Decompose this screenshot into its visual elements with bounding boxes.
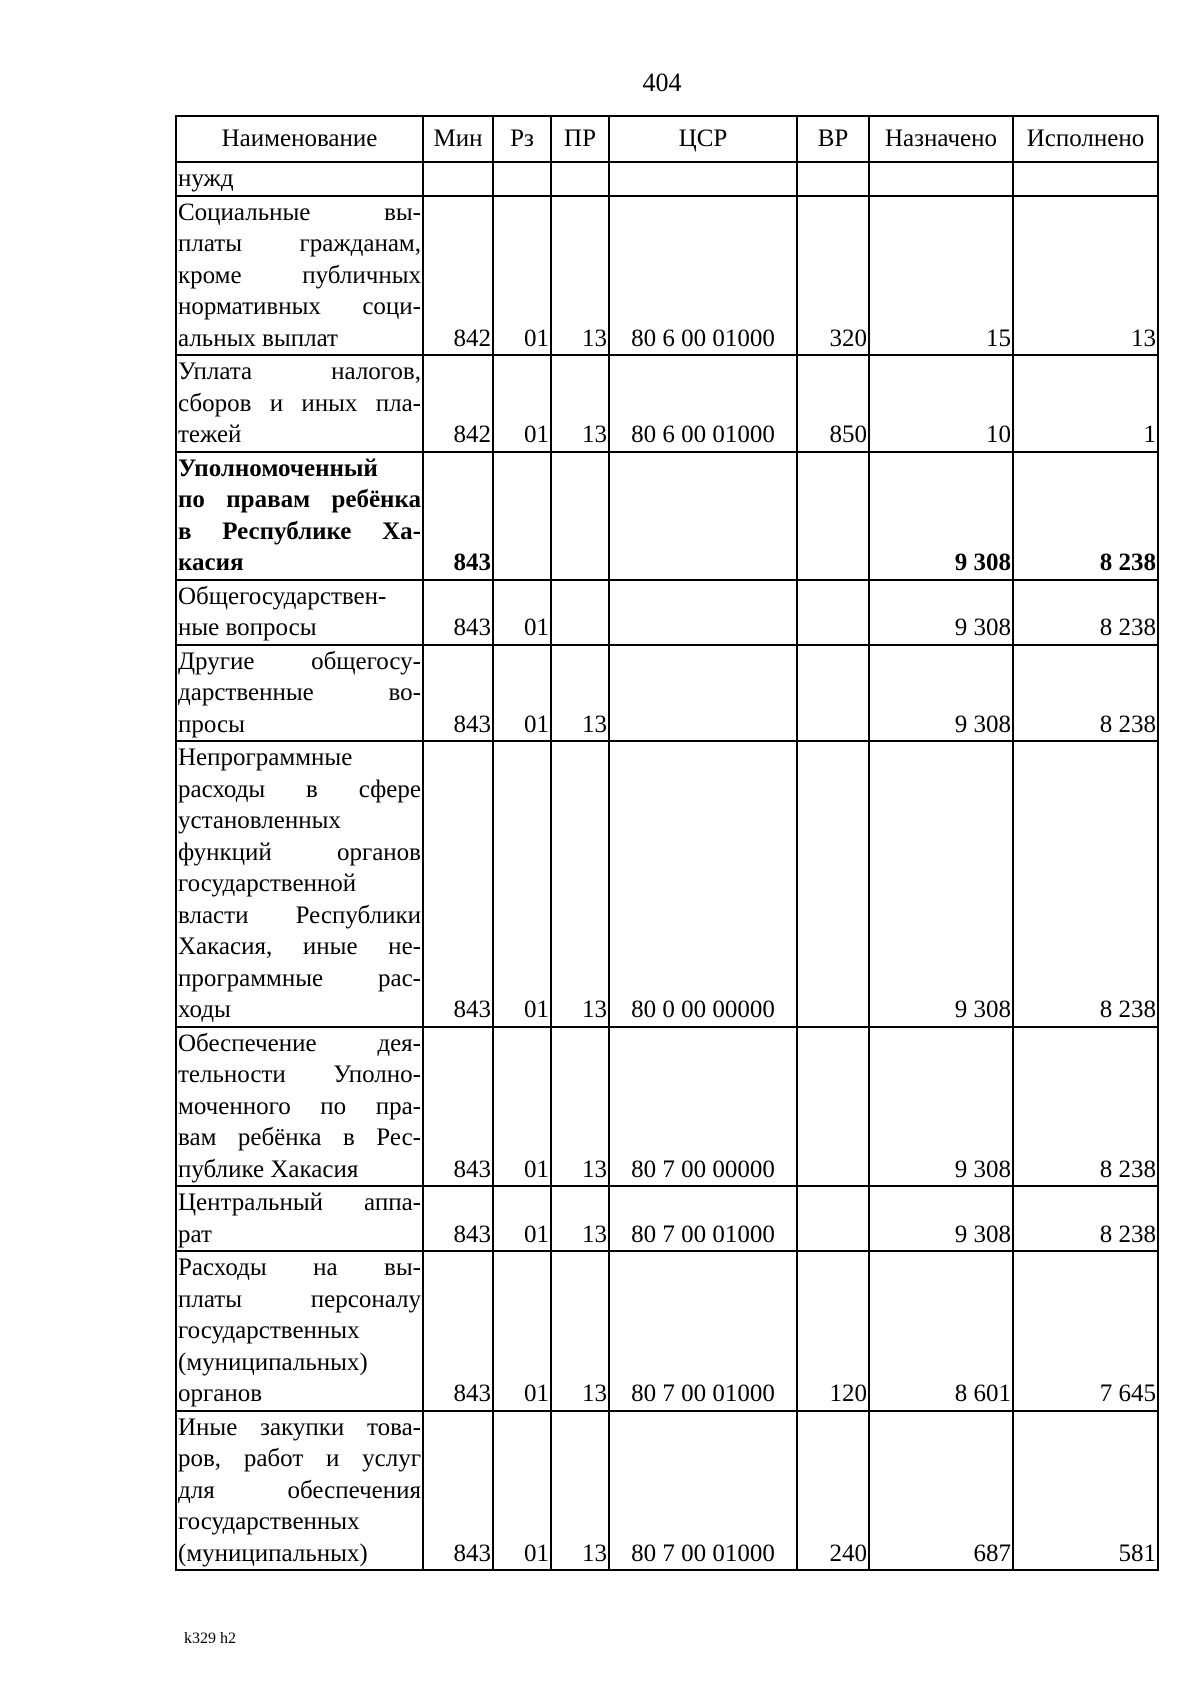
budget-table — [175, 115, 1159, 1571]
row-name-line: Уполномоченный — [178, 454, 378, 482]
row-vr-cell — [797, 580, 869, 645]
row-rz-cell: 01 — [493, 645, 551, 742]
row-min-cell: 843 — [423, 1027, 493, 1187]
row-name-line: по правам ребёнка — [178, 486, 421, 513]
row-csr-cell — [609, 645, 797, 742]
row-rz-cell: 01 — [493, 580, 551, 645]
table-row — [176, 355, 1158, 452]
row-executed-cell: 7 645 — [1013, 1251, 1158, 1411]
row-assigned-cell: 9 308 — [869, 1186, 1013, 1251]
row-vr-cell: 120 — [797, 1251, 869, 1411]
row-min-cell — [423, 162, 493, 196]
row-pr-cell: 13 — [551, 1027, 609, 1187]
header-rz: Рз — [493, 116, 551, 162]
row-name-cell — [176, 1251, 423, 1411]
row-rz-cell: 01 — [493, 741, 551, 1027]
row-name-line: платы персоналу — [178, 1285, 421, 1313]
footer-code: k329 h2 — [184, 1630, 236, 1647]
row-assigned-cell: 9 308 — [869, 645, 1013, 742]
row-csr-cell: 80 6 00 01000 — [609, 196, 797, 356]
row-assigned-cell: 9 308 — [869, 580, 1013, 645]
row-rz-cell: 01 — [493, 1251, 551, 1411]
row-rz-cell: 01 — [493, 1186, 551, 1251]
row-vr-cell: 240 — [797, 1411, 869, 1571]
row-csr-cell: 80 7 00 01000 — [609, 1411, 797, 1571]
row-csr-cell: 80 7 00 01000 — [609, 1251, 797, 1411]
table-row — [176, 196, 1158, 356]
row-name-line: рат — [178, 1220, 212, 1248]
row-name-line: касия — [178, 549, 244, 576]
row-min-cell: 843 — [423, 452, 493, 580]
row-name-line: моченного по пра- — [178, 1092, 421, 1120]
header-pr: ПР — [551, 116, 609, 162]
row-name-line: Непрограммные — [178, 744, 353, 771]
row-name-cell — [176, 162, 423, 196]
row-name-line: Социальные вы- — [178, 198, 421, 226]
row-executed-cell: 8 238 — [1013, 645, 1158, 742]
row-executed-cell: 8 238 — [1013, 1186, 1158, 1251]
page-number: 404 — [642, 68, 682, 97]
row-min-cell: 843 — [423, 645, 493, 742]
row-assigned-cell: 15 — [869, 196, 1013, 356]
row-name-line: дарственные во- — [178, 679, 421, 706]
table-header-row — [176, 116, 1158, 162]
row-name-line: (муниципальных) — [178, 1348, 368, 1376]
row-name-line: сборов и иных пла- — [178, 389, 421, 417]
row-pr-cell — [551, 580, 609, 645]
row-executed-cell: 8 238 — [1013, 452, 1158, 580]
row-name-line: платы гражданам, — [178, 230, 421, 257]
row-name-cell — [176, 645, 423, 742]
row-pr-cell: 13 — [551, 645, 609, 742]
row-min-cell: 842 — [423, 355, 493, 452]
row-name-cell — [176, 196, 423, 356]
row-vr-cell: 320 — [797, 196, 869, 356]
row-pr-cell: 13 — [551, 1411, 609, 1571]
row-executed-cell: 1 — [1013, 355, 1158, 452]
table-row — [176, 452, 1158, 580]
row-name-cell — [176, 580, 423, 645]
row-rz-cell: 01 — [493, 355, 551, 452]
row-name-line: органов — [178, 1380, 263, 1407]
row-name-line: кроме публичных — [178, 261, 421, 289]
row-name-line: установленных — [178, 807, 341, 834]
row-pr-cell: 13 — [551, 1186, 609, 1251]
row-rz-cell: 01 — [493, 196, 551, 356]
row-name-cell — [176, 741, 423, 1027]
row-assigned-cell: 8 601 — [869, 1251, 1013, 1411]
table-row — [176, 1411, 1158, 1571]
header-csr: ЦСР — [609, 116, 797, 162]
row-assigned-cell: 9 308 — [869, 452, 1013, 580]
row-vr-cell — [797, 645, 869, 742]
table-row — [176, 741, 1158, 1027]
table-row — [176, 1027, 1158, 1187]
row-csr-cell — [609, 452, 797, 580]
row-vr-cell — [797, 162, 869, 196]
row-name-line: государственной — [178, 870, 357, 897]
row-min-cell: 843 — [423, 741, 493, 1027]
row-csr-cell: 80 6 00 01000 — [609, 355, 797, 452]
table-row — [176, 645, 1158, 742]
row-name-cell — [176, 452, 423, 580]
row-assigned-cell: 687 — [869, 1411, 1013, 1571]
row-name-line: Общегосударствен- — [178, 582, 387, 610]
row-pr-cell: 13 — [551, 196, 609, 356]
row-name-line: альных выплат — [178, 324, 338, 352]
row-name-line: ходы — [178, 996, 231, 1023]
row-min-cell: 843 — [423, 1411, 493, 1571]
row-vr-cell — [797, 452, 869, 580]
row-name-line: тежей — [178, 421, 242, 448]
row-name-line: Иные закупки това- — [178, 1413, 421, 1441]
row-pr-cell — [551, 162, 609, 196]
row-rz-cell — [493, 162, 551, 196]
row-name-line: ров, работ и услуг — [178, 1445, 421, 1472]
row-name-line: (муниципальных) — [178, 1539, 368, 1567]
row-name-line: Расходы на вы- — [178, 1254, 421, 1281]
row-name-line: просы — [178, 710, 245, 738]
row-name-line: Другие общегосу- — [178, 647, 421, 675]
row-name-cell — [176, 1186, 423, 1251]
table-body — [176, 162, 1158, 1570]
row-name-line: тельности Уполно- — [178, 1061, 421, 1088]
header-assigned: Назначено — [869, 116, 1013, 162]
row-executed-cell: 8 238 — [1013, 1027, 1158, 1187]
row-assigned-cell: 10 — [869, 355, 1013, 452]
row-pr-cell: 13 — [551, 1251, 609, 1411]
row-csr-cell — [609, 580, 797, 645]
row-min-cell: 843 — [423, 1251, 493, 1411]
row-name-line: власти Республики — [178, 901, 421, 929]
row-name-line: функций органов — [178, 838, 421, 866]
row-name-line: Обеспечение дея- — [178, 1029, 421, 1057]
row-pr-cell: 13 — [551, 355, 609, 452]
row-rz-cell: 01 — [493, 1027, 551, 1187]
row-executed-cell — [1013, 162, 1158, 196]
row-name-cell — [176, 355, 423, 452]
row-executed-cell: 8 238 — [1013, 741, 1158, 1027]
row-name-line: расходы в сфере — [178, 775, 421, 803]
row-vr-cell — [797, 1027, 869, 1187]
row-min-cell: 843 — [423, 1186, 493, 1251]
row-name-line: нужд — [178, 165, 234, 192]
row-name-line: нормативных соци- — [178, 293, 421, 320]
row-executed-cell: 8 238 — [1013, 580, 1158, 645]
row-min-cell: 842 — [423, 196, 493, 356]
row-csr-cell: 80 0 00 00000 — [609, 741, 797, 1027]
row-vr-cell — [797, 1186, 869, 1251]
row-min-cell: 843 — [423, 580, 493, 645]
row-name-cell — [176, 1027, 423, 1187]
row-name-line: Центральный аппа- — [178, 1189, 421, 1216]
row-name-cell — [176, 1411, 423, 1571]
table-row — [176, 1251, 1158, 1411]
row-executed-cell: 13 — [1013, 196, 1158, 356]
row-name-line: государственных — [178, 1317, 360, 1344]
header-executed: Исполнено — [1013, 116, 1158, 162]
row-name-line: ные вопросы — [178, 614, 317, 641]
row-rz-cell: 01 — [493, 1411, 551, 1571]
header-name: Наименование — [176, 116, 423, 162]
row-csr-cell: 80 7 00 01000 — [609, 1186, 797, 1251]
row-csr-cell: 80 7 00 00000 — [609, 1027, 797, 1187]
row-name-line: публике Хакасия — [178, 1155, 359, 1183]
row-name-line: вам ребёнка в Рес- — [178, 1124, 421, 1151]
row-name-line: для обеспечения — [178, 1476, 421, 1504]
row-name-line: в Республике Ха- — [178, 517, 421, 545]
row-name-line: программные рас- — [178, 964, 421, 992]
header-vr: ВР — [797, 116, 869, 162]
row-vr-cell — [797, 741, 869, 1027]
row-assigned-cell: 9 308 — [869, 741, 1013, 1027]
table-row — [176, 580, 1158, 645]
row-name-line: Уплата налогов, — [178, 358, 421, 385]
row-csr-cell — [609, 162, 797, 196]
row-vr-cell: 850 — [797, 355, 869, 452]
table-row — [176, 1186, 1158, 1251]
header-min: Мин — [423, 116, 493, 162]
row-assigned-cell — [869, 162, 1013, 196]
row-name-line: государственных — [178, 1508, 360, 1535]
row-executed-cell: 581 — [1013, 1411, 1158, 1571]
row-pr-cell — [551, 452, 609, 580]
row-pr-cell: 13 — [551, 741, 609, 1027]
table-row — [176, 162, 1158, 196]
row-rz-cell — [493, 452, 551, 580]
row-name-line: Хакасия, иные не- — [178, 933, 421, 960]
row-assigned-cell: 9 308 — [869, 1027, 1013, 1187]
